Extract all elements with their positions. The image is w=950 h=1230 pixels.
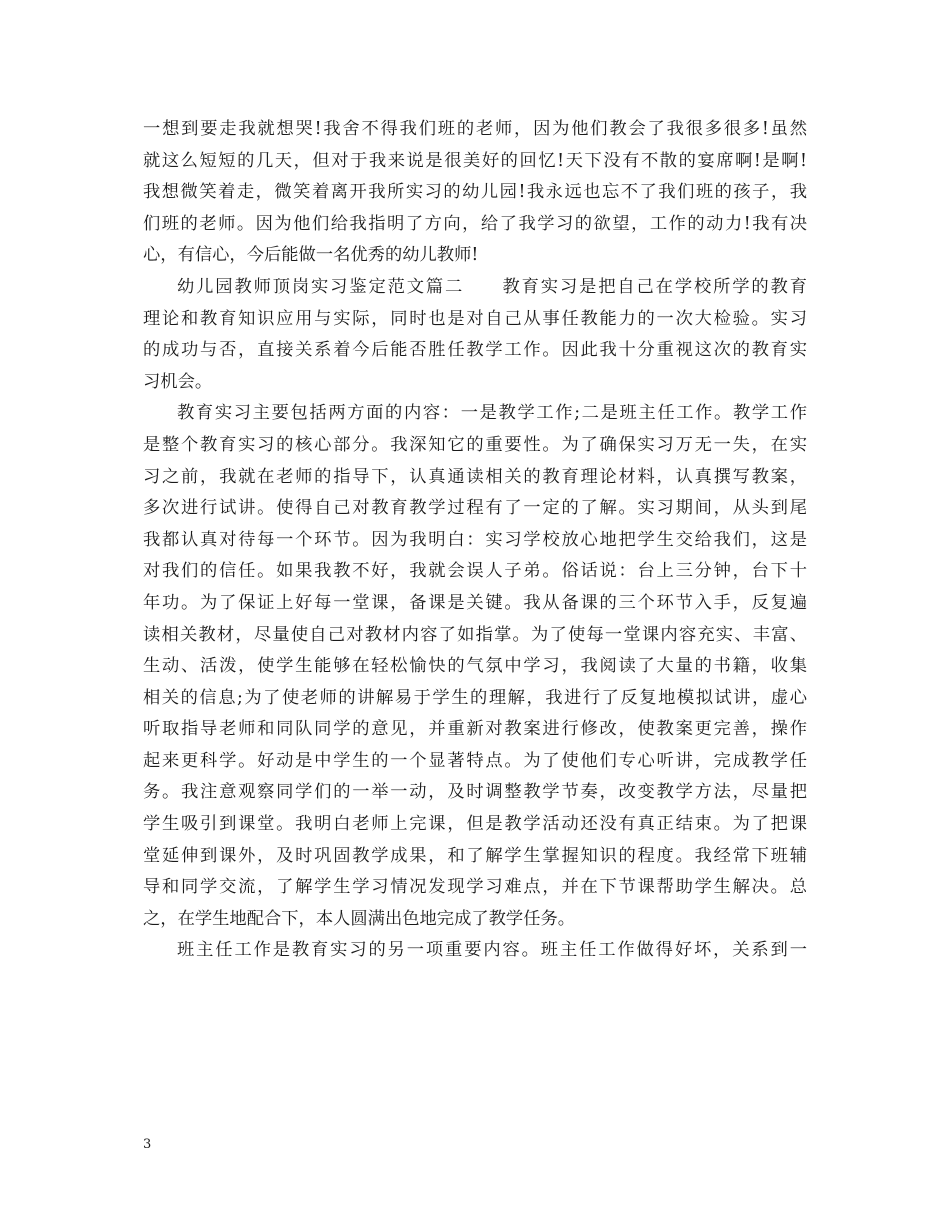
text-line: 多次进行试讲。使得自己对教育教学过程有了一定的了解。实习期间，从头到尾 xyxy=(143,498,807,519)
body-text xyxy=(143,114,807,967)
paragraph-start-line: 班主任工作是教育实习的另一项重要内容。班主任工作做得好坏，关系到一 xyxy=(177,940,807,961)
text-line: 我都认真对待每一个环节。因为我明白：实习学校放心地把学生交给我们，这是 xyxy=(143,529,807,550)
text-line: 相关的信息;为了使老师的讲解易于学生的理解，我进行了反复地模拟试讲，虚心 xyxy=(143,687,807,708)
text-line: 理论和教育知识应用与实际，同时也是对自己从事任教能力的一次大检验。实习 xyxy=(143,308,807,329)
text-line: 堂延伸到课外，及时巩固教学成果，和了解学生掌握知识的程度。我经常下班辅 xyxy=(143,845,807,866)
text-line: 生动、活泼，使学生能够在轻松愉快的气氛中学习，我阅读了大量的书籍，收集 xyxy=(143,656,807,677)
text-line: 读相关教材，尽量使自己对教材内容了如指掌。为了使每一堂课内容充实、丰富、 xyxy=(143,624,807,645)
text-line: 我想微笑着走，微笑着离开我所实习的幼儿园!我永远也忘不了我们班的孩子，我 xyxy=(143,182,807,203)
text-line: 导和同学交流，了解学生学习情况发现学习难点，并在下节课帮助学生解决。总 xyxy=(143,877,807,898)
text-line: 学生吸引到课堂。我明白老师上完课，但是教学活动还没有真正结束。为了把课 xyxy=(143,814,807,835)
text-line: 对我们的信任。如果我教不好，我就会误人子弟。俗话说：台上三分钟，台下十 xyxy=(143,561,807,582)
text-line: 们班的老师。因为他们给我指明了方向，给了我学习的欲望，工作的动力!我有决 xyxy=(143,213,807,234)
text-line: 起来更科学。好动是中学生的一个显著特点。为了使他们专心听讲，完成教学任 xyxy=(143,750,807,771)
section-heading-line: 幼儿园教师顶岗实习鉴定范文篇二 教育实习是把自己在学校所学的教育 xyxy=(177,276,807,297)
text-line: 年功。为了保证上好每一堂课，备课是关键。我从备课的三个环节入手，反复遍 xyxy=(143,592,807,613)
page-number: 3 xyxy=(143,1137,152,1152)
text-line: 之，在学生地配合下，本人圆满出色地完成了教学任务。 xyxy=(143,908,576,929)
paragraph-start-line: 教育实习主要包括两方面的内容：一是教学工作;二是班主任工作。教学工作 xyxy=(177,403,807,424)
text-line: 的成功与否，直接关系着今后能否胜任教学工作。因此我十分重视这次的教育实 xyxy=(143,340,807,361)
text-line: 听取指导老师和同队同学的意见，并重新对教案进行修改，使教案更完善，操作 xyxy=(143,719,807,740)
text-line: 务。我注意观察同学们的一举一动，及时调整教学节奏，改变教学方法，尽量把 xyxy=(143,782,807,803)
text-line: 是整个教育实习的核心部分。我深知它的重要性。为了确保实习万无一失，在实 xyxy=(143,434,807,455)
text-line: 一想到要走我就想哭!我舍不得我们班的老师，因为他们教会了我很多很多!虽然 xyxy=(143,119,807,139)
text-line: 就这么短短的几天，但对于我来说是很美好的回忆!天下没有不散的宴席啊!是啊! xyxy=(143,150,807,171)
text-line: 心，有信心，今后能做一名优秀的幼儿教师! xyxy=(143,245,479,266)
text-line: 习机会。 xyxy=(143,371,213,392)
text-line: 习之前，我就在老师的指导下，认真通读相关的教育理论材料，认真撰写教案， xyxy=(143,466,807,487)
